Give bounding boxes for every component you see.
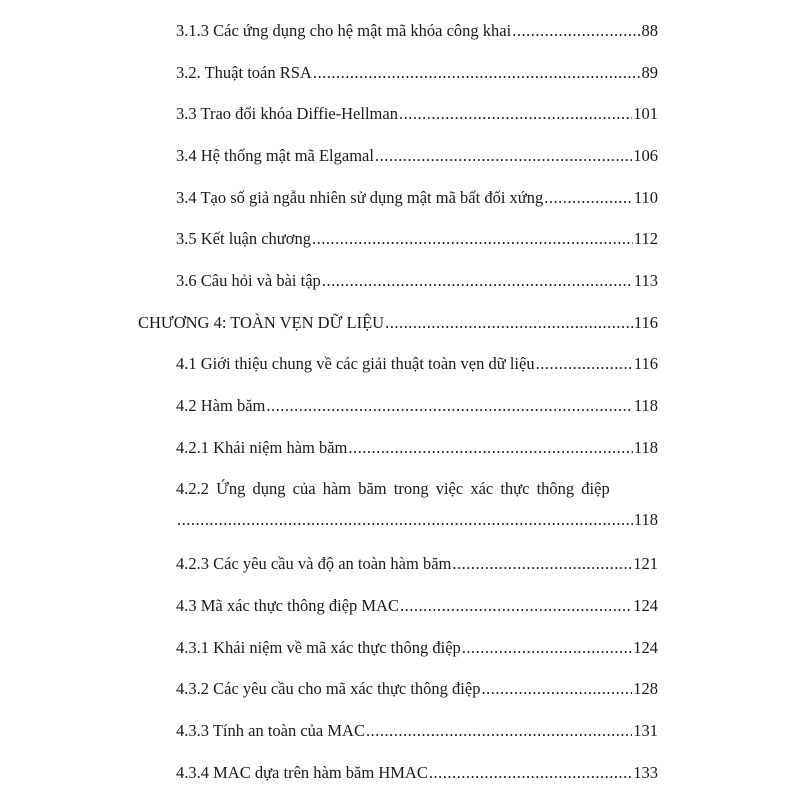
toc-entry-page: 116 [633,354,658,374]
toc-entry-page: 118 [633,437,658,457]
toc-entry[interactable] [0,344,803,386]
dot-leader [536,354,633,374]
toc-entry-page: 124 [633,637,658,657]
toc-entry-title: 3.1.3 Các ứng dụng cho hệ mật mã khóa công khai [176,20,512,40]
dot-leader [366,721,632,741]
dot-leader [348,438,632,458]
toc-entry-title: 4.3 Mã xác thực thông điệp MAC [176,596,399,616]
toc-entry-page: 116 [633,312,658,332]
dot-leader [400,596,632,616]
toc-entry-page: 133 [633,762,658,782]
dot-leader [512,21,640,41]
toc-entry[interactable] [0,177,803,219]
toc-entry-title: CHƯƠNG 4: TOÀN VẸN DỮ LIỆU [138,312,385,332]
toc-entry[interactable] [0,93,803,135]
toc-entry[interactable] [0,218,803,260]
toc-entry[interactable] [0,710,803,752]
toc-entry-title: 3.5 Kết luận chương [176,229,311,249]
toc-entry[interactable] [0,385,803,427]
toc-chapter-entry[interactable] [0,302,803,344]
dot-leader [481,679,632,699]
dot-leader [544,188,633,208]
toc-entry-page: 101 [633,104,658,124]
toc-entry-page: 121 [633,554,658,574]
toc-entry-page: 110 [633,187,658,207]
dot-leader [385,313,633,333]
toc-entry-page: 106 [633,145,658,165]
dot-leader [266,396,633,416]
toc-entry[interactable] [0,469,803,544]
table-of-contents [0,10,803,794]
toc-entry-title: 4.3.4 MAC dựa trên hàm băm HMAC [176,762,428,782]
toc-entry[interactable] [0,52,803,94]
dot-leader [462,638,632,658]
toc-entry[interactable] [0,260,803,302]
toc-entry-page: 89 [641,62,658,82]
dot-leader [399,104,632,124]
toc-entry-page: 124 [633,596,658,616]
dot-leader [312,229,633,249]
toc-entry-title: 3.4 Hệ thống mật mã Elgamal [176,145,374,165]
toc-entry-page: 112 [633,229,658,249]
toc-entry[interactable] [0,10,803,52]
dot-leader [429,763,632,783]
toc-entry[interactable] [0,135,803,177]
dot-leader [322,271,633,291]
toc-entry-page: 118 [633,510,658,530]
toc-entry-title: 3.6 Câu hỏi và bài tập [176,270,321,290]
toc-entry-page: 131 [633,721,658,741]
toc-entry-title: 4.2.1 Khái niệm hàm băm [176,437,348,457]
toc-entry-page: 128 [633,679,658,699]
toc-entry-title: 4.3.2 Các yêu cầu cho mã xác thực thông điệp [176,679,481,699]
toc-entry[interactable] [0,544,803,586]
dot-leader [313,63,641,83]
dot-leader [375,146,632,166]
toc-entry-title: 3.2. Thuật toán RSA [176,62,312,82]
toc-entry-page: 113 [633,270,658,290]
dot-leader [452,554,632,574]
toc-entry-title: 3.3 Trao đổi khóa Diffie-Hellman [176,104,398,124]
toc-entry-title: 4.2.2 Ứng dụng của hàm băm trong việc xác thực thông điệp [176,479,610,499]
toc-entry-page: 118 [633,396,658,416]
toc-entry[interactable] [0,585,803,627]
toc-entry-page: 88 [641,20,658,40]
toc-entry[interactable] [0,752,803,794]
toc-entry[interactable] [0,669,803,711]
toc-entry-title: 4.3.3 Tính an toàn của MAC [176,721,365,741]
toc-entry-title: 4.3.1 Khái niệm về mã xác thực thông điệp [176,637,461,657]
toc-entry-title: 4.2.3 Các yêu cầu và độ an toàn hàm băm [176,554,452,574]
toc-entry-title: 4.1 Giới thiệu chung về các giải thuật toàn vẹn dữ liệu [176,354,535,374]
toc-entry[interactable] [0,427,803,469]
dot-leader [177,510,633,530]
toc-entry-title: 4.2 Hàm băm [176,396,266,416]
toc-entry[interactable] [0,627,803,669]
toc-entry-title: 3.4 Tạo số giả ngẫu nhiên sử dụng mật mã bất đối xứng [176,187,544,207]
